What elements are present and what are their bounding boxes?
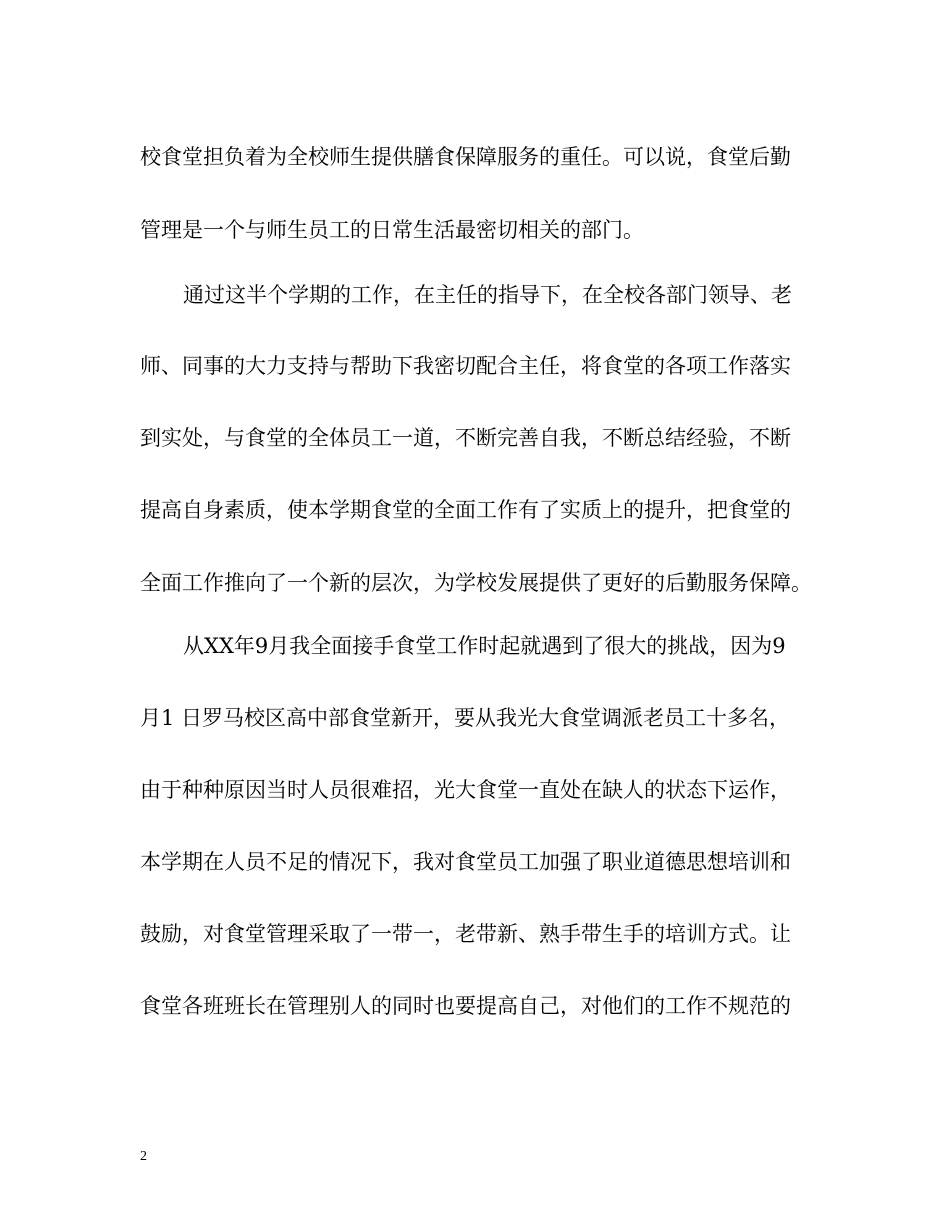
text-line: 校食堂担负着为全校师生提供膳食保障服务的重任。可以说，食堂后勤 [140,145,791,169]
text-line: 提高自身素质，使本学期食堂的全面工作有了实质上的提升，把食堂的 [140,498,791,522]
text-line: 全面工作推向了一个新的层次，为学校发展提供了更好的后勤服务保障。 [140,571,812,595]
text-line: 到实处，与食堂的全体员工一道，不断完善自我，不断总结经验，不断 [140,426,791,450]
text-line: 鼓励，对食堂管理采取了一带一，老带新、熟手带生手的培训方式。让 [140,922,791,946]
text-line: 师、同事的大力支持与帮助下我密切配合主任，将食堂的各项工作落实 [140,354,791,378]
text-line: 月1 日罗马校区高中部食堂新开，要从我光大食堂调派老员工十多名， [140,706,791,730]
text-line: 食堂各班班长在管理别人的同时也要提高自己，对他们的工作不规范的 [140,994,791,1018]
page-number: 2 [140,1149,147,1164]
text-line: 从XX年9月我全面接手食堂工作时起就遇到了很大的挑战，因为9 [183,634,786,658]
text-line: 通过这半个学期的工作，在主任的指导下，在全校各部门领导、老 [183,283,792,307]
text-line: 由于种种原因当时人员很难招，光大食堂一直处在缺人的状态下运作， [140,778,791,802]
text-line: 管理是一个与师生员工的日常生活最密切相关的部门。 [140,218,644,242]
text-line: 本学期在人员不足的情况下，我对食堂员工加强了职业道德思想培训和 [140,850,791,874]
